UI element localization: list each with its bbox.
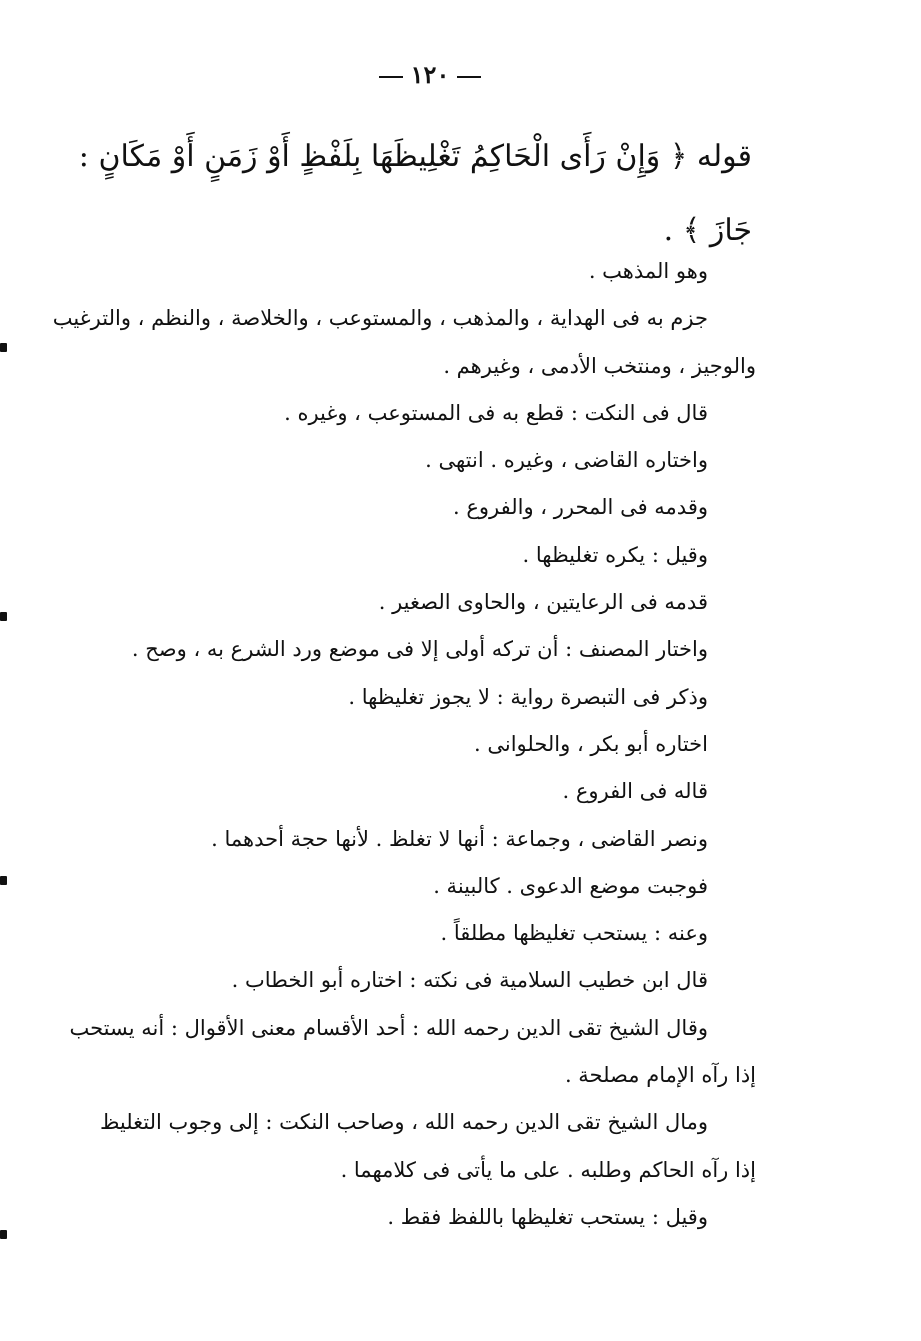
paragraph <box>100 248 756 295</box>
paragraph-line: وقيل : يستحب تغليظها باللفظ فقط . <box>387 1204 708 1229</box>
paragraph-line: فوجبت موضع الدعوى . كالبينة . <box>433 873 708 898</box>
paragraph-line: واختار المصنف : أن تركه أولى إلا فى موضع ورد الشرع به ، وصح . <box>131 637 708 662</box>
paragraph <box>100 863 756 910</box>
paragraph-line: وقدمه فى المحرر ، والفروع . <box>453 495 708 520</box>
paragraph-line: وذكر فى التبصرة رواية : لا يجوز تغليظها . <box>348 684 708 709</box>
paragraph-line: ونصر القاضى ، وجماعة : أنها لا تغلظ . لأنها حجة أحدهما . <box>211 826 708 851</box>
page-number-text: ١٢٠ <box>410 60 450 89</box>
page-number <box>360 60 500 89</box>
paragraph <box>52 295 756 390</box>
paragraph-line: قال ابن خطيب السلامية فى نكته : اختاره أبو الخطاب . <box>231 968 708 993</box>
paragraph <box>100 579 756 626</box>
margin-mark <box>0 876 7 885</box>
paragraph-line: ومال الشيخ تقى الدين رحمه الله ، وصاحب النكت : إلى وجوب التغليظ <box>99 1110 708 1135</box>
margin-mark <box>0 612 7 621</box>
paragraph <box>100 532 756 579</box>
paragraph-line: إذا رآه الحاكم وطلبه . على ما يأتى فى كلامهما . <box>340 1157 756 1182</box>
paragraph-line: قال فى النكت : قطع به فى المستوعب ، وغيره . <box>284 400 708 425</box>
paragraph-line: واختاره القاضى ، وغيره . انتهى . <box>425 448 708 473</box>
paragraph-line: وقال الشيخ تقى الدين رحمه الله : أحد الأقسام معنى الأقوال : أنه يستحب <box>69 1015 708 1040</box>
paragraph <box>100 626 756 673</box>
paragraph <box>100 390 756 437</box>
paragraph-line: وهو المذهب . <box>588 259 708 283</box>
body-text <box>52 248 756 1241</box>
heading-line-2: جَازَ ﴾ . <box>663 213 752 248</box>
section-heading <box>78 120 752 268</box>
paragraph <box>100 437 756 484</box>
margin-mark <box>0 1230 7 1239</box>
paragraph-line: اختاره أبو بكر ، والحلوانى . <box>474 731 708 756</box>
paragraph <box>100 721 756 768</box>
paragraph <box>100 768 756 815</box>
paragraph <box>100 674 756 721</box>
paragraph-line: جزم به فى الهداية ، والمذهب ، والمستوعب ، والخلاصة ، والنظم ، والترغيب <box>52 306 708 331</box>
margin-mark <box>0 343 7 352</box>
paragraph <box>100 910 756 957</box>
heading-line-1: قوله ﴿ وَإِنْ رَأَى الْحَاكِمُ تَغْلِيظَهَا بِلَفْظٍ أَوْ زَمَنٍ أَوْ مَكَانٍ : <box>78 139 752 174</box>
paragraph-line: قدمه فى الرعايتين ، والحاوى الصغير . <box>378 590 708 615</box>
paragraph-line: إذا رآه الإمام مصلحة . <box>564 1063 756 1088</box>
paragraph-line: وعنه : يستحب تغليظها مطلقاً . <box>440 921 708 946</box>
paragraph-line: والوجيز ، ومنتخب الأدمى ، وغيرهم . <box>443 353 756 378</box>
paragraph <box>100 1194 756 1241</box>
paragraph <box>100 816 756 863</box>
paragraph <box>100 1099 756 1194</box>
page-number-dash-right <box>457 76 481 78</box>
paragraph-line: قاله فى الفروع . <box>562 779 708 804</box>
page-number-dash-left <box>379 76 403 78</box>
paragraph <box>69 1005 756 1100</box>
paragraph <box>100 957 756 1004</box>
paragraph-line: وقيل : يكره تغليظها . <box>522 542 708 567</box>
paragraph <box>100 484 756 531</box>
